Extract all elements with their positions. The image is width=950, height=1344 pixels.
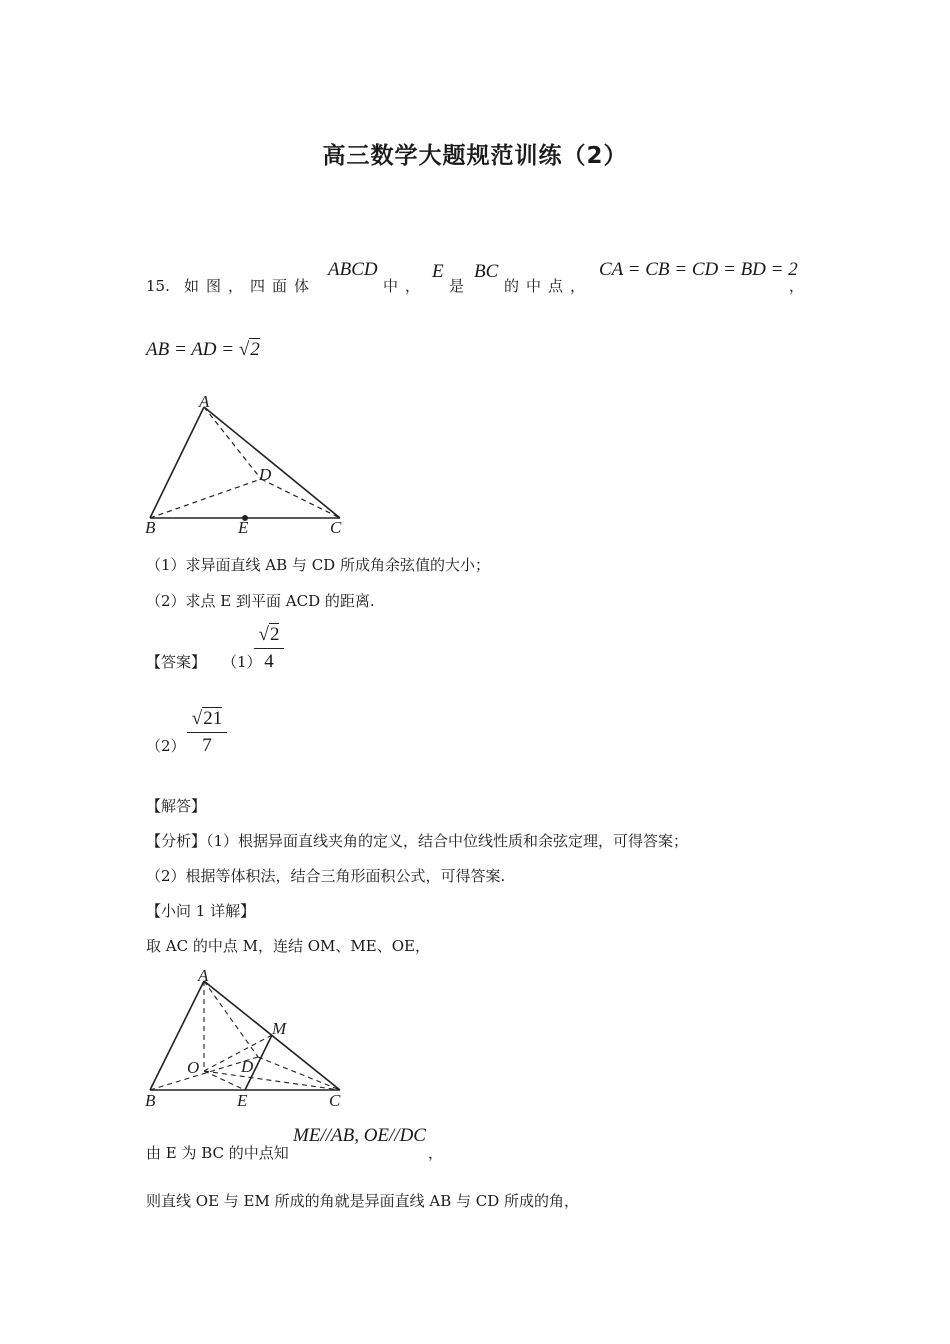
- ab-ad-equation: AB = AD =: [146, 339, 239, 360]
- ab-ad-formula: [146, 339, 260, 361]
- solution-step-3: 则直线 OE 与 EM 所成的角就是异面直线 AB 与 CD 所成的角，: [146, 1192, 580, 1210]
- point-e-label: E: [432, 261, 444, 282]
- problem-intro-2: 中，: [383, 277, 428, 295]
- answer-1-denominator: 4: [264, 651, 274, 672]
- step-2-comma: ，: [428, 1144, 444, 1162]
- answer-2-numerator: √21: [187, 708, 227, 733]
- analysis-line-1: 【分析】（1）根据异面直线夹角的定义，结合中位线性质和余弦定理，可得答案；: [146, 832, 689, 850]
- analysis-line-2: （2）根据等体积法，结合三角形面积公式，可得答案.: [146, 867, 506, 885]
- subquestion-1-heading: 【小问 1 详解】: [146, 902, 256, 920]
- label-d: D: [259, 465, 272, 484]
- answer-part-2: （2）: [146, 737, 186, 755]
- sqrt-two: √2: [238, 339, 260, 360]
- label-e-2: E: [237, 1091, 248, 1110]
- answer-2-radicand: 21: [203, 708, 223, 729]
- label-d-2: D: [241, 1057, 254, 1076]
- segment-bc-label: BC: [474, 261, 499, 282]
- page-title: 高三数学大题规范训练（2）: [322, 143, 628, 169]
- problem-number: 15.: [146, 277, 170, 295]
- edge-ad-hidden-2: [204, 981, 258, 1057]
- label-a-2: A: [198, 966, 209, 985]
- label-b: B: [145, 518, 156, 537]
- edge-ad-hidden: [204, 407, 261, 479]
- problem-intro-3: 是: [449, 277, 465, 295]
- label-o-2: O: [187, 1058, 200, 1077]
- answer-1-fraction: [254, 624, 284, 673]
- parallel-relations: ME//AB, OE//DC: [293, 1125, 426, 1146]
- answer-1-numerator: √2: [254, 624, 284, 649]
- solution-step-1: 取 AC 的中点 M，连结 OM、ME、OE，: [146, 937, 430, 955]
- problem-intro-4: 的中点，: [504, 277, 593, 295]
- label-c: C: [330, 518, 342, 537]
- label-a: A: [199, 392, 210, 411]
- tetrahedron-name: ABCD: [328, 259, 378, 280]
- question-2: （2）求点 E 到平面 ACD 的距离.: [146, 592, 375, 610]
- label-b-2: B: [145, 1091, 156, 1110]
- label-m-2: M: [272, 1019, 287, 1038]
- answer-label: 【答案】: [146, 653, 207, 671]
- answer-1-radicand: 2: [269, 624, 280, 645]
- segment-om: [204, 1035, 272, 1071]
- question-1: （1）求异面直线 AB 与 CD 所成角余弦值的大小；: [146, 556, 490, 574]
- edge-cd-hidden-2: [258, 1057, 340, 1090]
- line-end-comma: ，: [789, 277, 805, 295]
- problem-intro-1: 如图，四面体: [184, 277, 317, 295]
- sqrt-two-radicand: 2: [250, 339, 260, 360]
- label-e: E: [238, 518, 249, 537]
- equal-sides-formula: CA = CB = CD = BD = 2: [599, 259, 798, 280]
- edge-ac: [204, 407, 340, 518]
- tetrahedron-figure: [140, 390, 370, 540]
- answer-2-fraction: [187, 708, 227, 757]
- label-c-2: C: [329, 1091, 341, 1110]
- solution-heading: 【解答】: [146, 797, 207, 815]
- answer-part-1: （1）: [222, 653, 262, 671]
- answer-2-denominator: 7: [202, 735, 212, 756]
- tetrahedron-figure-2: [140, 965, 370, 1113]
- solution-step-2-text: 由 E 为 BC 的中点知: [146, 1144, 289, 1162]
